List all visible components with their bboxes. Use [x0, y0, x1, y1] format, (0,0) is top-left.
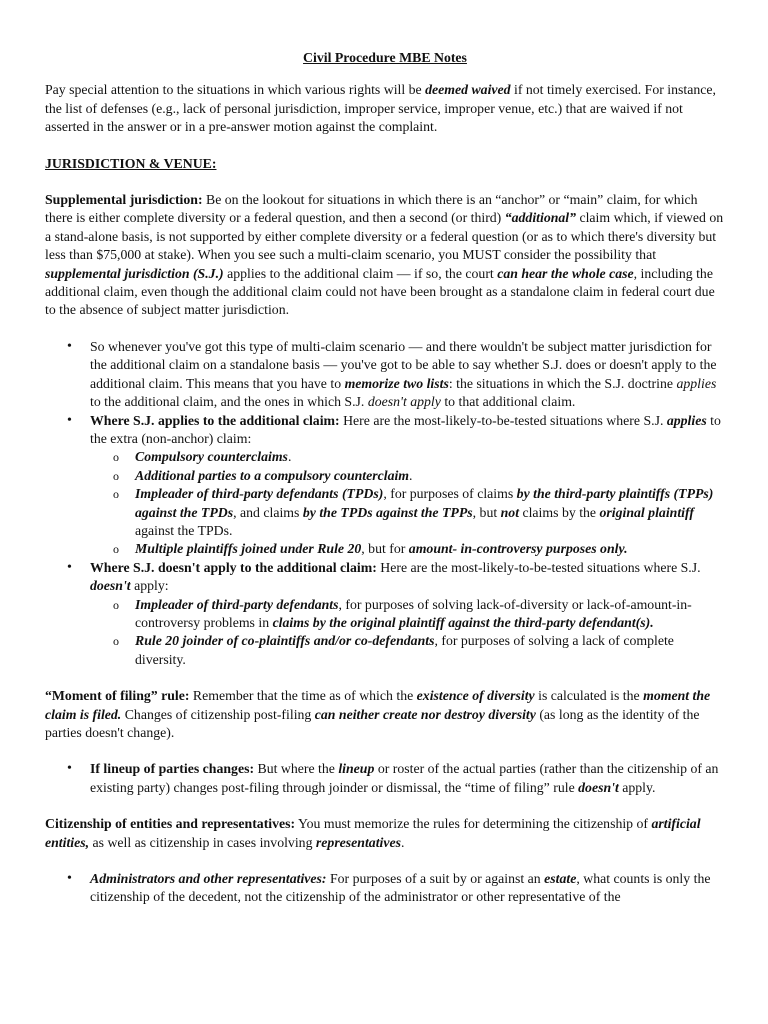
text-run: claim which, if viewed on a stand-alone basis, is not supported by either complete diversity or a federal question (or as to which there's diversity but less than $75,000 at stake). When you see such a multi-claim scenario, you MUST consider the possibility that [45, 210, 724, 263]
emphasis-text: doesn't [578, 779, 619, 795]
citizenship-paragraph [45, 815, 725, 852]
text-run: : the situations in which the S.J. doctrine [448, 375, 677, 391]
sub-list-item [90, 596, 725, 633]
sub-list-item [90, 632, 725, 669]
emphasis-text: Impleader of third-party defendants (TPDs) [135, 486, 384, 502]
text-run: . [287, 449, 292, 465]
text-run: against the TPDs. [135, 522, 233, 538]
text-run: is calculated is the [534, 688, 644, 704]
sub-list-item [90, 467, 725, 485]
sub-list-item [90, 540, 725, 558]
text-run: , but for [361, 541, 409, 557]
text-run: , for purposes of solving lack-of-diversity or lack-of-amount-in-controversy problems in [135, 596, 692, 630]
sj-bullet-list [45, 338, 725, 669]
text-run: Remember that the time as of which the [189, 688, 417, 704]
emphasis-text: doesn't [90, 578, 131, 594]
text-run: claims by the [519, 504, 600, 520]
list-item [45, 559, 725, 669]
bullet-label: Administrators and other representatives: [90, 871, 327, 887]
sub-list-item [90, 485, 725, 540]
text-run: For purposes of a suit by or against an [326, 871, 545, 887]
section-heading: JURISDICTION & VENUE: [45, 155, 217, 171]
text-run: as well as citizenship in cases involving [89, 834, 316, 850]
list-item [45, 870, 725, 907]
supplemental-paragraph [45, 191, 725, 320]
emphasis-text: Rule 20 joinder of co-plaintiffs and/or co-defendants [135, 633, 435, 649]
text-run: to the extra (non-anchor) claim: [90, 412, 721, 446]
text-run: . [409, 467, 413, 483]
bullet-label: Where S.J. applies to the additional claim: [90, 412, 340, 428]
paragraph-label: Supplemental jurisdiction: [45, 192, 203, 208]
text-run: But where the [254, 761, 339, 777]
emphasis-text: can neither create nor destroy diversity [314, 706, 536, 722]
emphasis-text: deemed waived [425, 82, 511, 98]
italic-text: applies [676, 375, 717, 391]
text-run: , but [472, 504, 501, 520]
text-run: apply: [130, 578, 169, 594]
emphasis-text: lineup [338, 761, 375, 777]
emphasis-text: Compulsory counterclaims [135, 449, 288, 465]
document-body [45, 49, 725, 907]
emphasis-text: not [500, 504, 520, 520]
text-run: . [401, 834, 405, 850]
emphasis-text: Additional parties to a compulsory counterclaim [135, 467, 410, 483]
text-run: So whenever you've got this type of multi-claim scenario — and there wouldn't be subject matter jurisdiction for the additional claim on a standalone basis — you've got to be able to say whether S.J. does or doesn't apply to the additional claim. This means that you have to [90, 338, 717, 391]
text-run: (as long as the identity of the parties doesn't change). [45, 706, 700, 740]
bullet-label: Where S.J. doesn't apply to the additional claim: [90, 559, 377, 575]
sj-not-applies-sublist [90, 596, 725, 670]
emphasis-text: by the TPDs against the TPPs [302, 504, 473, 520]
emphasis-text: representatives [315, 834, 401, 850]
text-run: , for purposes of solving a lack of complete diversity. [135, 633, 674, 667]
list-item [45, 412, 725, 559]
italic-text: doesn't apply [367, 394, 441, 410]
text-run: Here are the most-likely-to-be-tested situations where S.J. [339, 412, 667, 428]
emphasis-text: Impleader of third-party defendants [135, 596, 339, 612]
emphasis-text: can hear the whole case [497, 265, 634, 281]
paragraph-label: “Moment of filing” rule: [45, 688, 190, 704]
text-run: applies to the additional claim — if so, the court [223, 265, 498, 281]
emphasis-text: Multiple plaintiffs joined under Rule 20 [135, 541, 362, 557]
text-run: , including the additional claim, even though the additional claim could not have been brought as a standalone claim in federal court due to the absence of subject matter jurisdiction. [45, 265, 715, 318]
emphasis-text: existence of diversity [416, 688, 535, 704]
sub-list-item [90, 448, 725, 466]
text-run: if not timely exercised. For instance, the list of defenses (e.g., lack of personal jurisdiction, improper service, improper venue, etc.) that are waived if not asserted in the answer or in a pre-answer motion against the complaint. [45, 82, 716, 135]
emphasis-text: estate [544, 871, 577, 887]
emphasis-text: supplemental jurisdiction (S.J.) [45, 265, 224, 281]
emphasis-text: moment the claim is filed. [45, 688, 711, 722]
text-run: Here are the most-likely-to-be-tested situations where S.J. [376, 559, 701, 575]
text-run: Be on the lookout for situations in which there is an “anchor” or “main” claim, for which there is either complete diversity or a federal question, and then a second (or third) [45, 192, 698, 226]
emphasis-text: by the third-party plaintiffs (TPPs) against the TPDs [135, 486, 714, 520]
intro-paragraph [45, 81, 725, 136]
emphasis-text: artificial entities, [45, 816, 701, 850]
document-title: Civil Procedure MBE Notes [303, 50, 467, 65]
text-run: , for purposes of claims [383, 486, 517, 502]
text-run: You must memorize the rules for determining the citizenship of [295, 816, 652, 832]
text-run: Pay special attention to the situations in which various rights will be [45, 82, 426, 98]
moment-of-filing-paragraph [45, 687, 725, 742]
text-run: to that additional claim. [440, 394, 576, 410]
bullet-label: If lineup of parties changes: [90, 761, 255, 777]
list-item [45, 338, 725, 412]
emphasis-text: amount- in-controversy purposes only. [408, 541, 628, 557]
text-run: , and claims [233, 504, 303, 520]
text-run: or roster of the actual parties (rather than the citizenship of an existing party) changes post-filing through joinder or dismissal, the “time of filing” rule [90, 761, 719, 795]
emphasis-text: memorize two lists [344, 375, 449, 391]
text-run: , what counts is only the citizenship of the decedent, not the citizenship of the administrator or other representative of the [90, 871, 711, 905]
text-run: Changes of citizenship post-filing [121, 706, 315, 722]
text-run: to the additional claim, and the ones in which S.J. [90, 394, 368, 410]
text-run: apply. [618, 779, 656, 795]
lineup-bullet-list [45, 760, 725, 797]
emphasis-text: applies [666, 412, 707, 428]
representatives-bullet-list [45, 870, 725, 907]
paragraph-label: Citizenship of entities and representatives: [45, 816, 296, 832]
emphasis-text: “additional” [504, 210, 577, 226]
emphasis-text: claims by the original plaintiff against the third-party defendant(s). [272, 614, 654, 630]
emphasis-text: original plaintiff [599, 504, 694, 520]
sj-applies-sublist [90, 448, 725, 558]
list-item [45, 760, 725, 797]
